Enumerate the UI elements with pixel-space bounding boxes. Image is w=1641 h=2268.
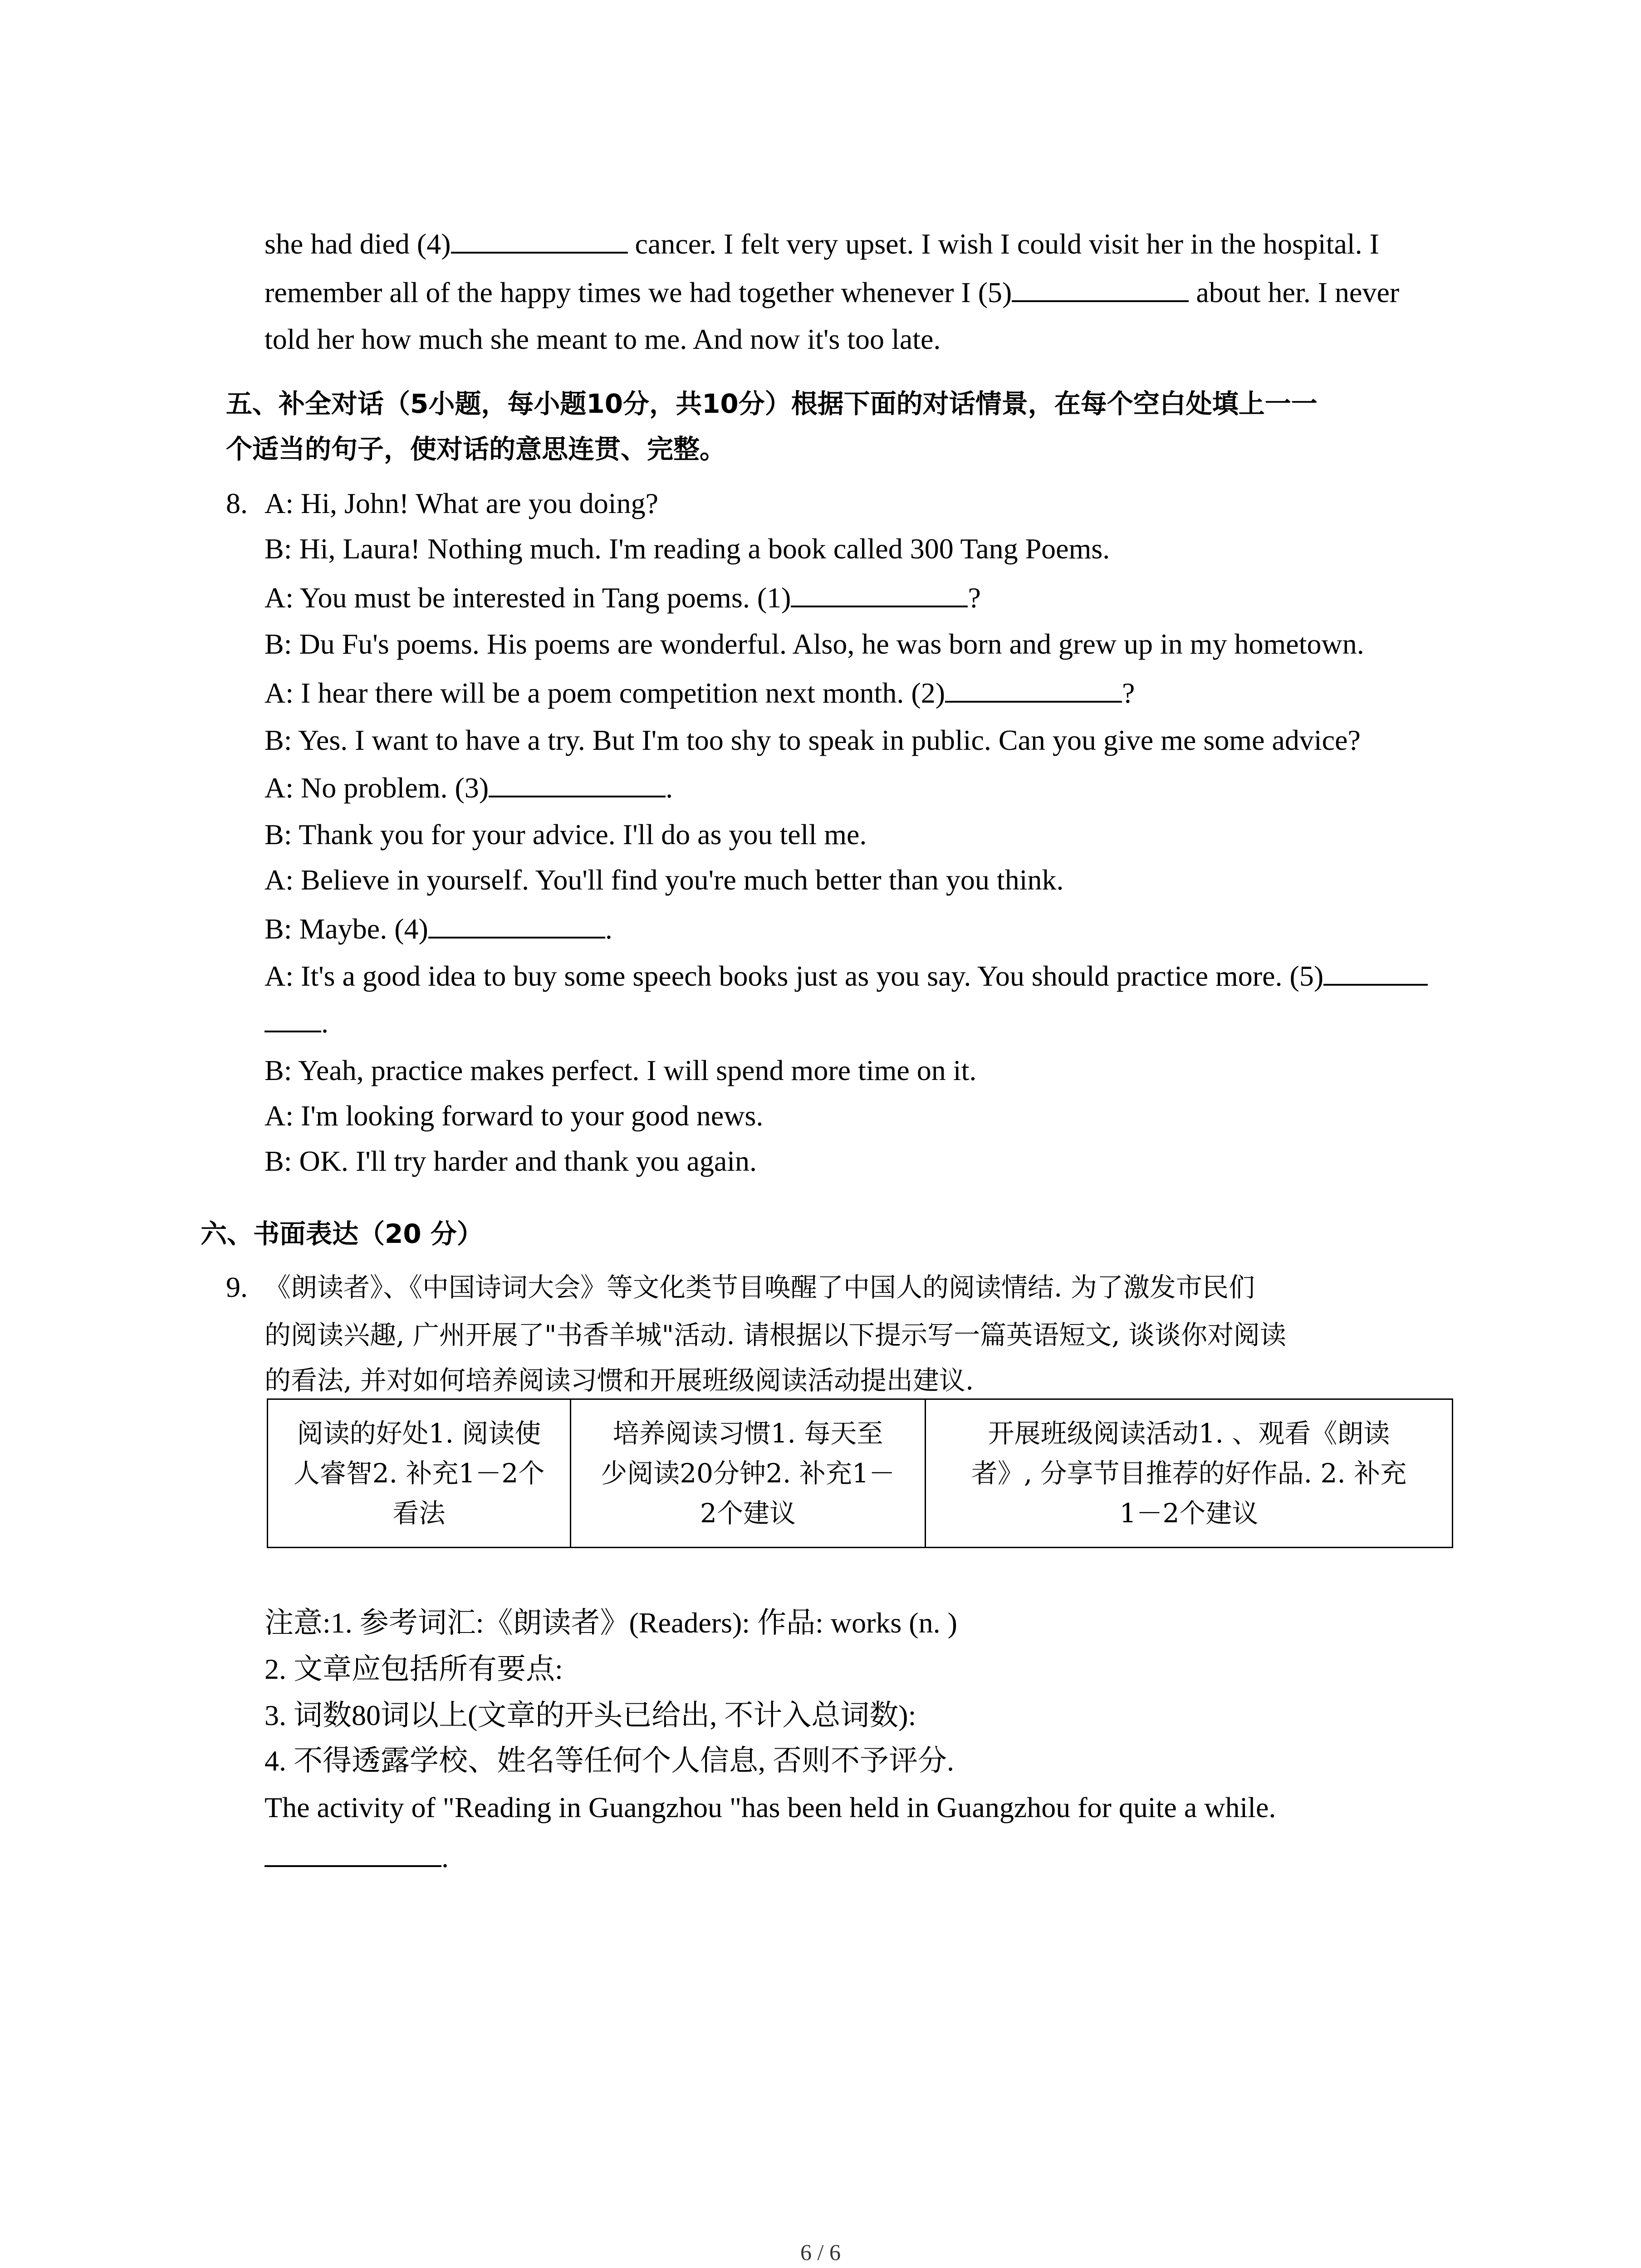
dialogue-text: A: Believe in yourself. You'll find you're much better than you think. xyxy=(265,864,1064,896)
dialogue-answer-blank[interactable] xyxy=(945,675,1122,703)
note-4: 4. 不得透露学校、姓名等任何个人信息, 否则不予评分. xyxy=(265,1745,954,1777)
dialogue-line xyxy=(265,531,1110,567)
dialogue-line xyxy=(265,580,981,616)
passage-text: remember all of the happy times we had together whenever I (5) xyxy=(265,276,1012,308)
passage-line-3: told her how much she meant to me. And now it's too late. xyxy=(265,323,941,355)
tips-cell-class-activities: 开展班级阅读活动1. 、观看《朗读 者》, 分享节目推荐的好作品. 2. 补充 1－2个建议 xyxy=(926,1399,1453,1548)
dialogue-line xyxy=(265,770,673,806)
dialogue-line xyxy=(265,722,1361,758)
punctuation: ? xyxy=(968,582,981,614)
dialogue-text: A: You must be interested in Tang poems. (1) xyxy=(265,582,791,614)
dialogue-line xyxy=(265,911,612,947)
passage-line-2 xyxy=(265,274,1399,311)
writing-prompt-line-3: 的看法, 并对如何培养阅读习惯和开展班级阅读活动提出建议. xyxy=(265,1365,974,1396)
essay-opening: The activity of "Reading in Guangzhou "has been held in Guangzhou for quite a while. xyxy=(265,1791,1276,1823)
tips-cell-benefits: 阅读的好处1. 阅读使 人睿智2. 补充1－2个 看法 xyxy=(268,1399,571,1548)
punctuation: . xyxy=(605,913,612,945)
dialogue-text: B: Maybe. (4) xyxy=(265,913,428,945)
dialogue-answer-blank[interactable] xyxy=(791,580,968,607)
essay-answer-blank[interactable] xyxy=(265,1840,441,1867)
dialogue-text: B: Thank you for your advice. I'll do as you tell me. xyxy=(265,818,867,850)
page-number: 6 / 6 xyxy=(800,2239,841,2265)
dialogue-text: A: I'm looking forward to your good news. xyxy=(265,1100,764,1132)
dialogue-line xyxy=(265,675,1135,711)
dialogue-text: A: Hi, John! What are you doing? xyxy=(265,487,658,519)
dialogue-line xyxy=(265,1005,328,1041)
section-5-heading-cont: 个适当的句子，使对话的意思连贯、完整。 xyxy=(226,434,726,464)
dialogue-answer-blank[interactable] xyxy=(428,911,605,938)
tips-cell-habits: 培养阅读习惯1. 每天至 少阅读20分钟2. 补充1－ 2个建议 xyxy=(571,1399,926,1548)
section-5-heading: 五、补全对话（5小题，每小题10分，共10分）根据下面的对话情景，在每个空白处填上一一 xyxy=(226,388,1318,419)
dialogue-line xyxy=(265,1052,976,1089)
dialogue-answer-blank[interactable] xyxy=(489,770,666,797)
dialogue-text: B: Yeah, practice makes perfect. I will spend more time on it. xyxy=(265,1054,977,1086)
dialogue-line xyxy=(265,1143,757,1179)
punctuation: . xyxy=(321,1007,328,1039)
punctuation: . xyxy=(441,1841,449,1873)
dialogue-answer-blank[interactable] xyxy=(265,1005,321,1032)
answer-blank-5[interactable] xyxy=(1012,275,1189,302)
writing-prompt-line-1: 《朗读者》、《中国诗词大会》等文化类节目唤醒了中国人的阅读情结. 为了激发市民们 xyxy=(265,1272,1255,1303)
passage-text: she had died (4) xyxy=(265,228,451,260)
dialogue-text: B: Hi, Laura! Nothing much. I'm reading a book called 300 Tang Poems. xyxy=(265,533,1110,565)
dialogue-line xyxy=(265,958,1428,994)
dialogue-line xyxy=(265,816,867,853)
dialogue-text: B: Yes. I want to have a try. But I'm too shy to speak in public. Can you give me some advice? xyxy=(265,724,1361,756)
question-number-9: 9. xyxy=(226,1271,248,1303)
writing-tips-table xyxy=(267,1398,1453,1548)
dialogue-text: B: OK. I'll try harder and thank you again. xyxy=(265,1145,757,1177)
section-6-heading: 六、书面表达（20 分） xyxy=(201,1218,483,1249)
writing-prompt-line-2: 的阅读兴趣, 广州开展了"书香羊城"活动. 请根据以下提示写一篇英语短文, 谈谈你对阅读 xyxy=(265,1320,1286,1350)
dialogue-text: A: I hear there will be a poem competition next month. (2) xyxy=(265,677,945,709)
dialogue-text: A: No problem. (3) xyxy=(265,772,489,804)
question-number-8: 8. xyxy=(226,487,248,519)
passage-text: cancer. I felt very upset. I wish I could visit her in the hospital. I xyxy=(627,228,1379,260)
punctuation: ? xyxy=(1122,677,1135,709)
dialogue-line xyxy=(265,1098,763,1134)
essay-answer-line xyxy=(265,1839,449,1876)
table-row xyxy=(268,1399,1453,1548)
note-1: 注意:1. 参考词汇:《朗读者》(Readers): 作品: works (n. ) xyxy=(265,1607,957,1639)
dialogue-answer-blank[interactable] xyxy=(1323,958,1428,986)
dialogue-text: A: It's a good idea to buy some speech books just as you say. You should practice more. (5) xyxy=(265,960,1324,992)
dialogue-line xyxy=(265,485,658,522)
note-3: 3. 词数80词以上(文章的开头已给出, 不计入总词数): xyxy=(265,1699,916,1731)
answer-blank-4[interactable] xyxy=(451,226,628,254)
passage-text: about her. I never xyxy=(1189,276,1400,308)
passage-line-1 xyxy=(265,226,1379,262)
dialogue-line xyxy=(265,862,1063,898)
note-2: 2. 文章应包括所有要点: xyxy=(265,1653,563,1685)
dialogue-text: B: Du Fu's poems. His poems are wonderful. Also, he was born and grew up in my hometown. xyxy=(265,628,1364,660)
dialogue-line xyxy=(265,626,1364,662)
punctuation: . xyxy=(666,772,673,804)
